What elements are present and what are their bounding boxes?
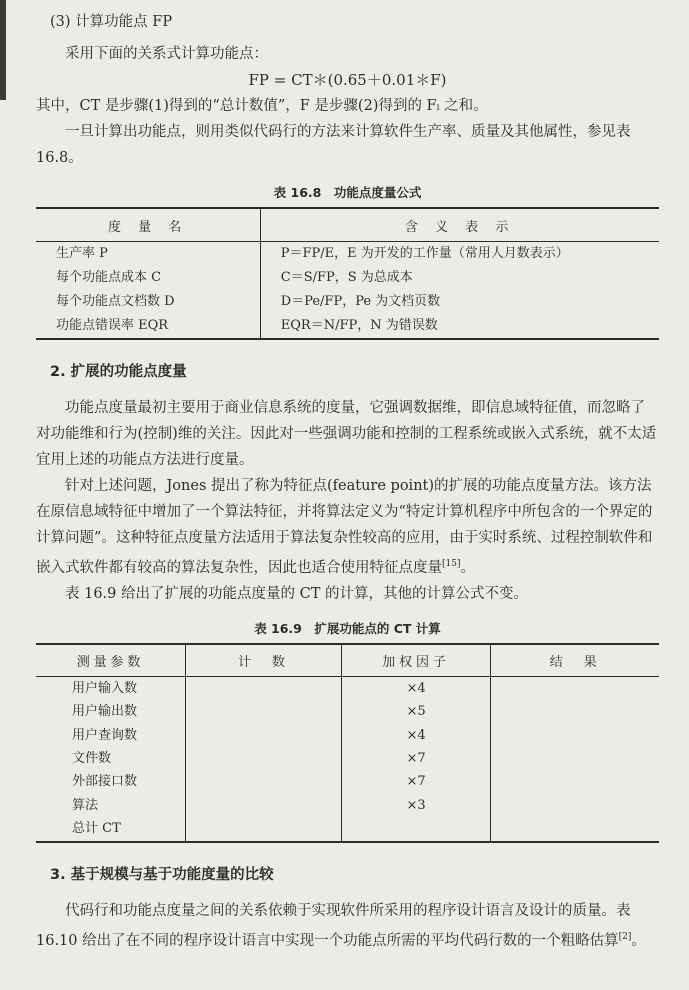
weight-cell: ×4 (341, 724, 491, 747)
param-name: 文件数 (72, 751, 112, 767)
table-row (36, 817, 659, 841)
table2-header-result: 结 果 (491, 644, 659, 677)
param-name: 总计 CT (72, 821, 121, 837)
fp-formula: FP = CT＊(0.65＋0.01＊F) (248, 71, 447, 89)
result-cell (491, 700, 659, 723)
count-cell (186, 700, 342, 723)
step3-heading: (3) 计算功能点 FP (50, 14, 173, 30)
section3-paragraph-text: 代码行和功能点度量之间的关系依赖于实现软件所采用的程序设计语言及设计的质量。表 16.10 给出了在不同的程序设计语言中实现一个功能点所需的平均代码行数的一个粗略估算 (36, 902, 631, 949)
paragraph-end: 。 (631, 932, 646, 949)
metric-meaning: D＝Pe/FP，Pe 为文档页数 (260, 290, 659, 314)
table1-caption: 表 16.8 功能点度量公式 (273, 185, 422, 200)
section2-paragraph-3: 表 16.9 给出了扩展的功能点度量的 CT 的计算，其他的计算公式不变。 (65, 585, 528, 602)
section2-paragraph-2 (36, 473, 659, 581)
result-cell (491, 724, 659, 747)
weight-cell: ×7 (341, 747, 491, 770)
count-cell (186, 676, 342, 700)
weight-cell: ×4 (341, 676, 491, 700)
count-cell (186, 724, 342, 747)
param-name: 用户输出数 (72, 704, 138, 720)
weight-cell: ×3 (341, 794, 491, 817)
section2-paragraph-2-text: 针对上述问题，Jones 提出了称为特征点(feature point)的扩展的功能点度量方法。该方法在原信息域特征中增加了一个算法特征，并将算法定义为“特定计算机程序中所包含的一个界定的计算问题”。这种特征点度量方法适用于算法复杂性较高的应用，由于实时系统、过程控制软件和嵌入式软件都有较高的算法复杂性，因此也适合使用特征点度量 (36, 478, 653, 576)
param-name: 用户输入数 (72, 680, 138, 696)
table1-header-meaning: 含 义 表 示 (260, 208, 659, 242)
metric-name: 生产率 P (56, 246, 108, 261)
count-cell (186, 747, 342, 770)
table-row (36, 290, 659, 314)
page-edge-shadow (0, 0, 6, 100)
section2-heading: 2. 扩展的功能点度量 (50, 364, 187, 380)
formula-explanation: 其中，CT 是步骤(1)得到的“总计数值”，F 是步骤(2)得到的 Fᵢ 之和。 (36, 98, 488, 114)
result-cell (491, 676, 659, 700)
result-cell (491, 794, 659, 817)
table2-caption: 表 16.9 扩展功能点的 CT 计算 (254, 620, 441, 636)
metric-meaning: P＝FP/E，E 为开发的工作量（常用人月数表示） (260, 242, 659, 267)
table-row (36, 794, 659, 817)
table-row (36, 700, 659, 723)
table-row (36, 724, 659, 747)
metric-meaning: C＝S/FP，S 为总成本 (260, 266, 659, 290)
param-name: 外部接口数 (72, 774, 138, 790)
table1-header-name: 度 量 名 (36, 208, 260, 242)
count-cell (186, 770, 342, 793)
result-cell (491, 770, 659, 793)
formula-lead: 采用下面的关系式计算功能点： (65, 46, 268, 62)
metric-name: 每个功能点成本 C (56, 270, 162, 285)
param-name: 用户查询数 (72, 727, 138, 743)
metric-name: 每个功能点文档数 D (56, 294, 175, 309)
table2-header-count: 计 数 (186, 644, 342, 677)
section3-heading: 3. 基于规模与基于功能度量的比较 (50, 866, 274, 883)
metric-name: 功能点错误率 EQR (56, 318, 169, 333)
table-ct-calculation (36, 643, 659, 843)
param-name: 算法 (72, 797, 99, 813)
metric-meaning: EQR＝N/FP，N 为错误数 (260, 314, 659, 339)
section3-paragraph (36, 898, 659, 954)
table2-header-weight: 加权因子 (341, 644, 491, 677)
weight-cell: ×7 (341, 770, 491, 793)
weight-cell (341, 817, 491, 841)
table-row (36, 242, 659, 267)
table-row (36, 770, 659, 793)
table-row (36, 314, 659, 339)
citation-ref: [15] (442, 559, 461, 569)
citation-ref: [2] (618, 931, 632, 942)
paragraph-end: 。 (460, 559, 475, 576)
table-fp-metrics (36, 207, 659, 340)
result-cell (491, 817, 659, 841)
weight-cell: ×5 (341, 700, 491, 723)
section2-paragraph-1: 功能点度量最初主要用于商业信息系统的度量，它强调数据维，即信息域特征值，而忽略了对功能维和行为(控制)维的关注。因此对一些强调功能和控制的工程系统或嵌入式系统，就不太适宜用上述的功能点方法进行度量。 (36, 400, 657, 468)
count-cell (186, 817, 342, 841)
table-row (36, 266, 659, 290)
intro-paragraph: 一旦计算出功能点，则用类似代码行的方法来计算软件生产率、质量及其他属性，参见表 16.8。 (36, 124, 631, 166)
count-cell (186, 794, 342, 817)
table-row (36, 747, 659, 770)
table-row (36, 676, 659, 700)
table2-header-param: 测量参数 (36, 644, 186, 677)
result-cell (491, 747, 659, 770)
